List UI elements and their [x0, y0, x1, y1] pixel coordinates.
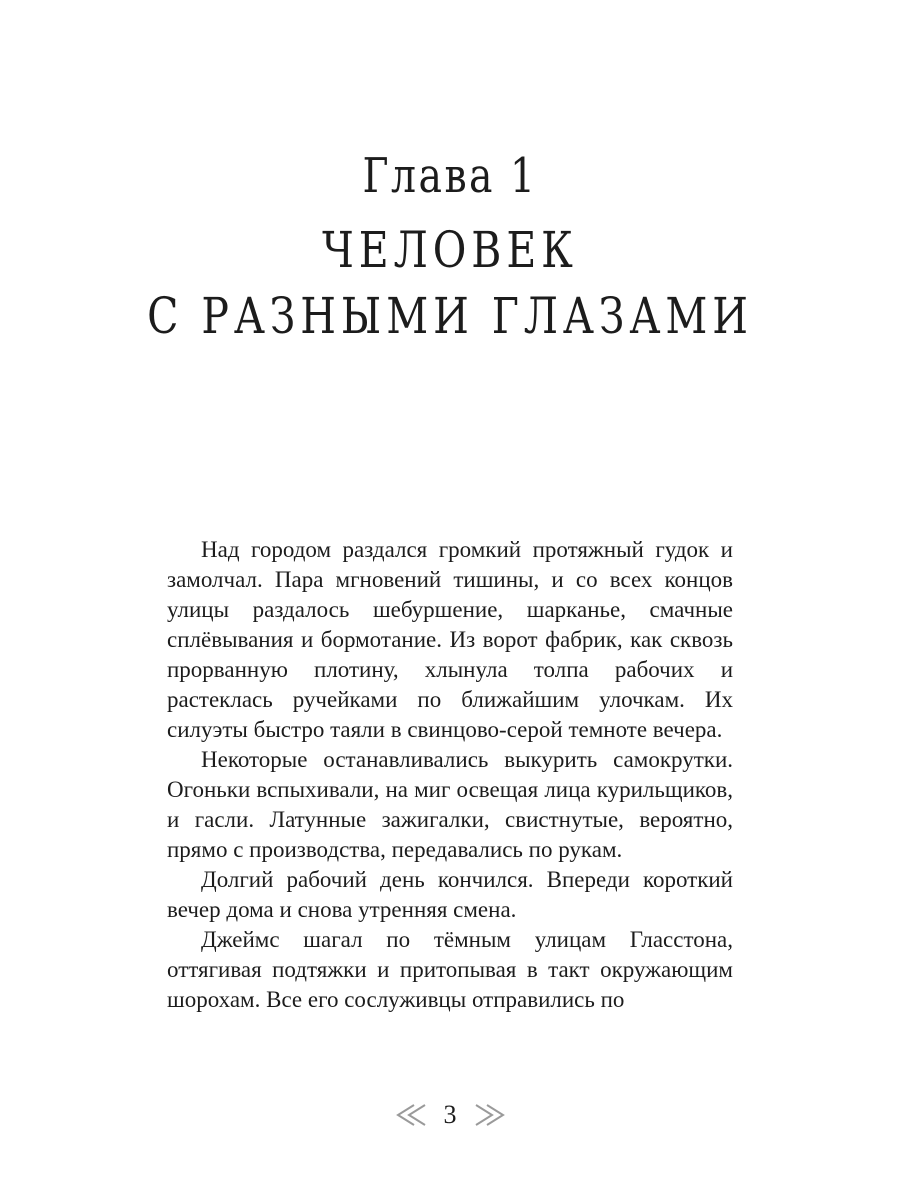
- chapter-title-line2: С РАЗНЫМИ ГЛАЗАМИ: [147, 286, 753, 345]
- chapter-header: [0, 0, 900, 349]
- page-number: 3: [443, 1100, 457, 1129]
- chapter-title-line1: ЧЕЛОВЕК: [322, 220, 578, 279]
- body-text: [167, 535, 733, 1015]
- double-chevron-right-icon: [473, 1104, 507, 1126]
- paragraph-3: Долгий рабочий день кончился. Впереди короткий вечер дома и снова утренняя смена.: [167, 866, 733, 922]
- double-chevron-left-icon: [394, 1104, 428, 1126]
- chapter-title: [0, 217, 900, 349]
- paragraph-1: Над городом раздался громкий протяжный гудок и замолчал. Пара мгновений тишины, и со всех концов улицы раздалось шебуршение, шарканье, смачные сплёвывания и бормотание. Из ворот фабрик, как сквозь прорванную плотину, хлынула толпа рабочих и растеклась ручейками по ближайшим улочкам. Их силуэты быстро таяли в свинцово-серой темноте вечера.: [167, 536, 733, 742]
- chapter-number: Глава 1: [362, 148, 538, 204]
- paragraph-2: Некоторые останавливались выкурить самокрутки. Огоньки вспыхивали, на миг освещая лица курильщиков, и гасли. Латунные зажигалки, свистнутые, вероятно, прямо с производства, передавались по рукам.: [167, 746, 733, 862]
- paragraph-4: Джеймс шагал по тёмным улицам Гласстона, оттягивая подтяжки и притопывая в такт окружающим шорохам. Все его сослуживцы отправились по: [167, 926, 733, 1012]
- page-footer: [0, 1100, 900, 1130]
